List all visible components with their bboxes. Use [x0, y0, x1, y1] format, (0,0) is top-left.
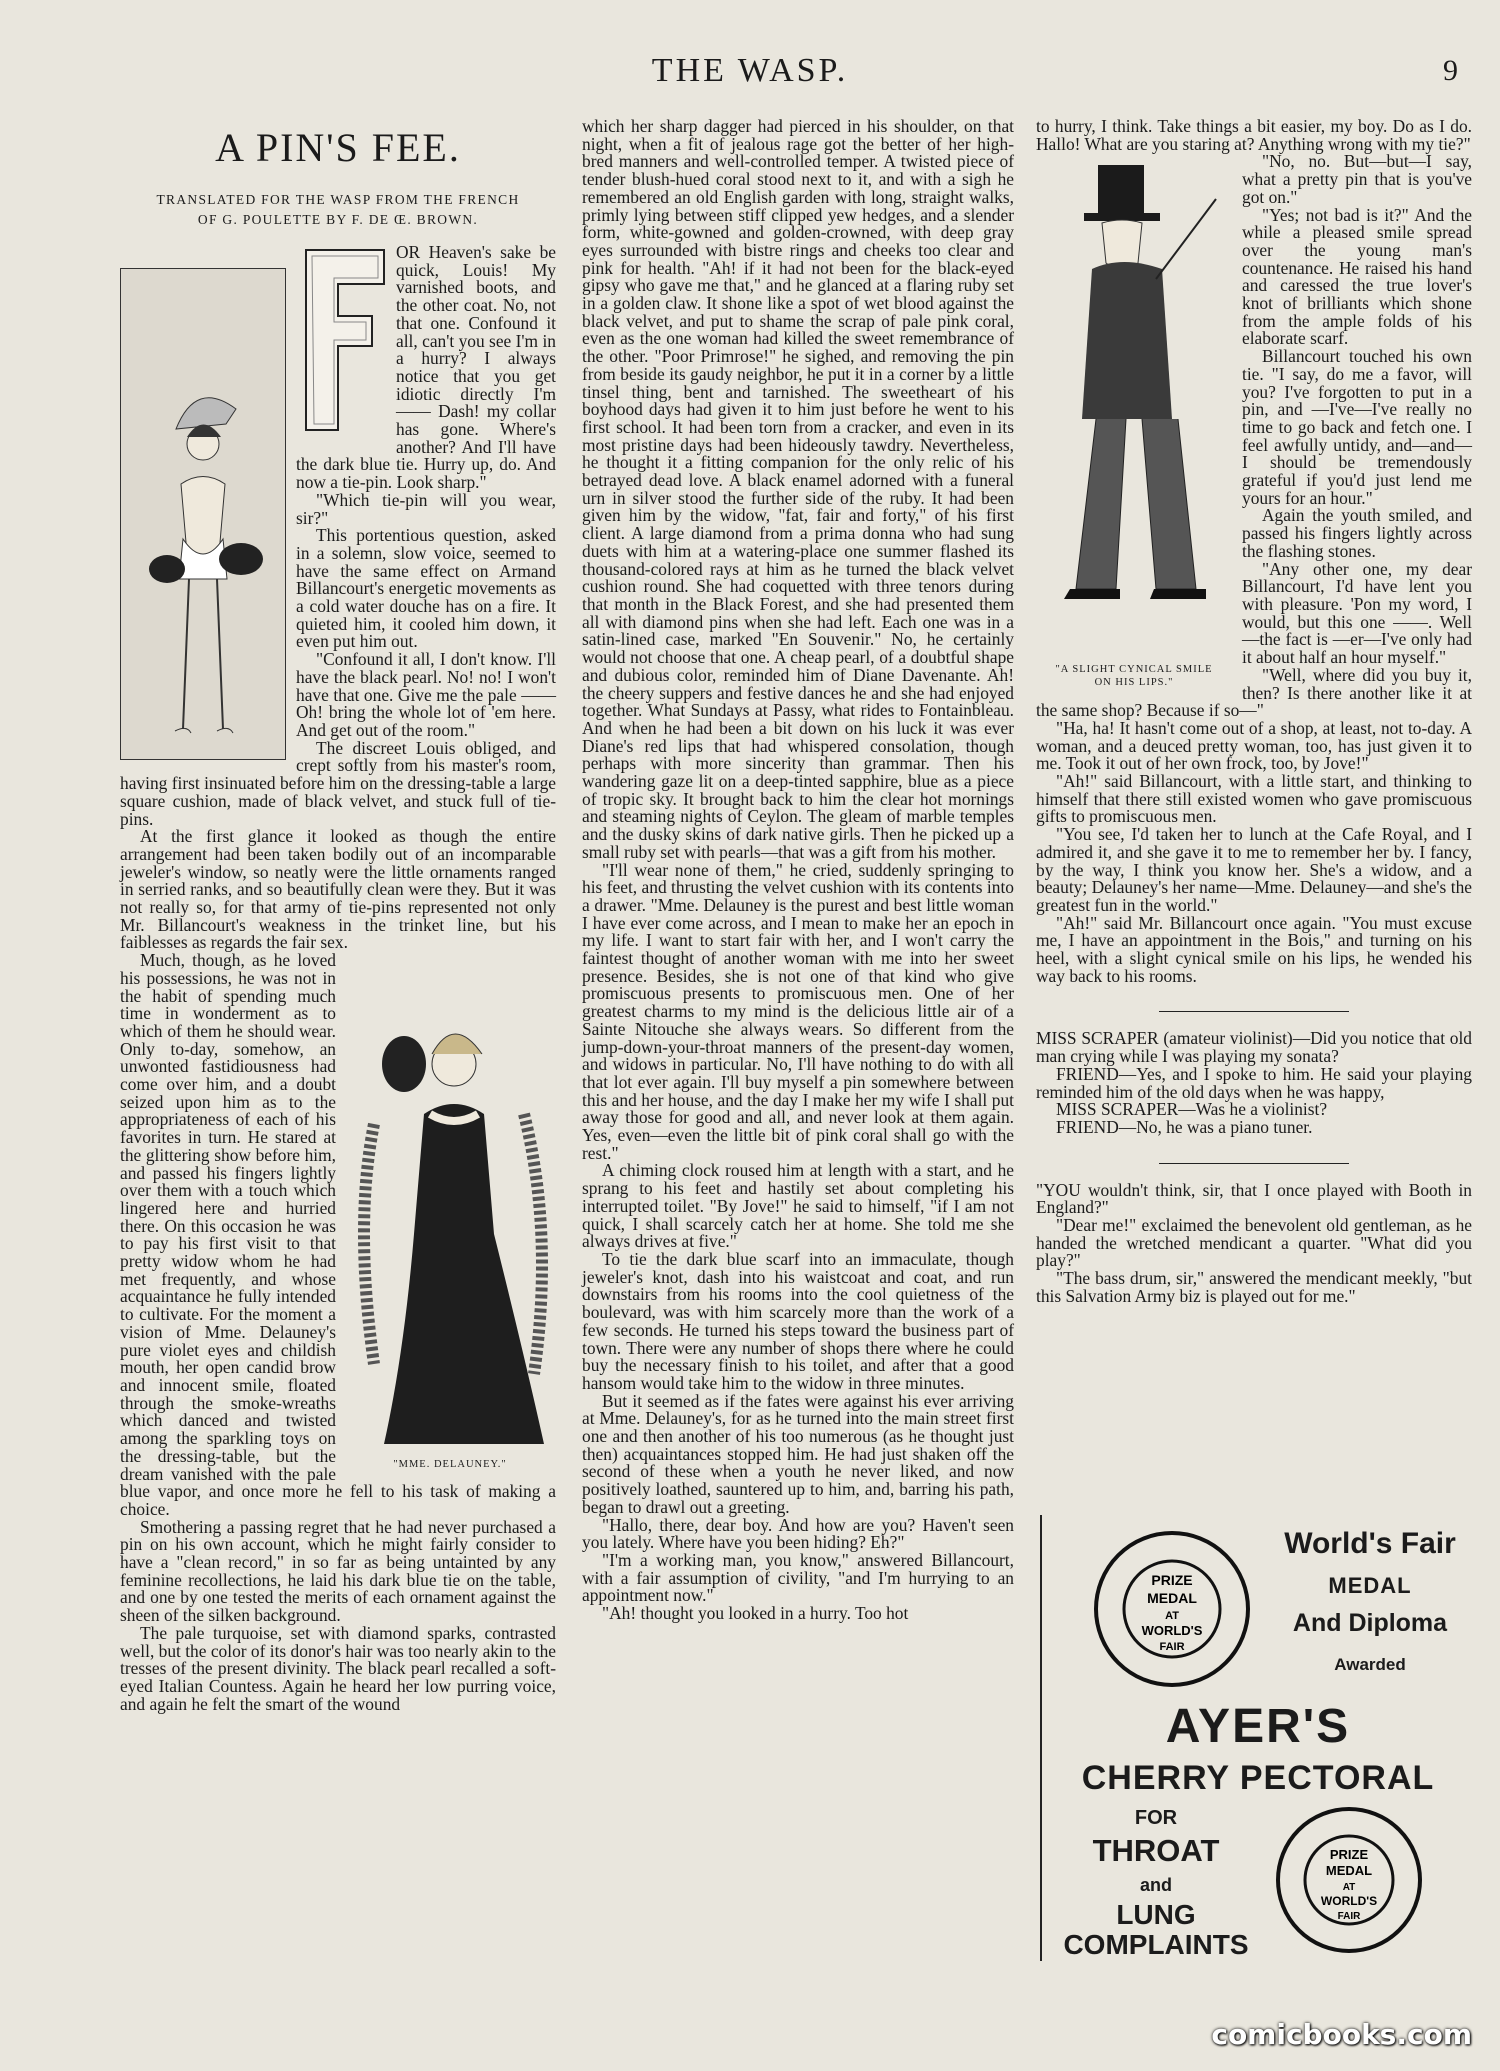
joke-bass-drum: [1036, 1179, 1472, 1306]
paragraph: which her sharp dagger had pierced in his shoulder, on that night, when a fit of jealous rage got the better of her high-bred manners and well-controlled temper. A twisted piece of tender blush-hued coral stood next to it, and with a sigh he remembered an old English garden with long, straight walks, primly lying between stiff clipped yew hedges, and a slender form, white-gowned and golden-crowned, with deep gray eyes surrounded with bistre rings and cheeks too clear and pink for health. "Ah! if it had not been for the black-eyed gipsy who gave me that," and he glanced at a flaring ruby set in a golden claw. It shone like a spot of wet blood against the black velvet, and put to shame the scrap of pale pink coral, even as the one woman had killed the sweet remembrance of the other. "Poor Primrose!" he sighed, and removing the pin from beside its gaudy neighbor, he put it in a corner by a little tinsel thing, bent and tarnished. The sweetheart of his boyhood days had given it to him just before he went to his first school. It had been torn from a cracker, and even in its most pristine days had been hideously tawdry. Nevertheless, he thought it a fitting companion for the only relic of his betrayed dead love. A black enamel adorned with a funeral urn in silver stood the further side of the ruby. It had been given him by the widow, "fat, fair and forty," of his first client. A large diamond from a prima donna who had sung duets with him at a watering-place one summer flashed its thousand-colored rays at him as he turned the black velvet cushion round. She had coquetted with three tenors during that month in the Black Forest, and she had presented them all with diamond pins when she had left. Each one was in a satin-lined case, marked "En Souvenir." No, he certainly would not choose that one. A cheap pearl, of a doubtful shape and dubious color, reminded him of Diane Davenante. Ah! the cheery suppers and festive dances he and she had enjoyed together. What Sundays at Passy, what rides to Fontainbleau. And when he had been a bit down on his luck it was ever Diane's red lips that had whispered consolation, though perhaps with more sincerity than grammar. Then his wandering gaze lit on a deep-tinted sapphire, blue as a piece of tropic sky. It brought back to him the clear hot mornings and steaming nights of Ceylon. The gleam of marble temples and the dusky skins of dark native girls. Then he picked up a small ruby set with pearls—that was a gift from his mother.: [582, 116, 1014, 862]
product-name: CHERRY PECTORAL: [1081, 1759, 1435, 1797]
joke-line: "YOU wouldn't think, sir, that I once played with Booth in England?": [1036, 1179, 1472, 1218]
joke-line: MISS SCRAPER (amateur violinist)—Did you notice that old man crying while I was playing my sonata?: [1036, 1028, 1472, 1067]
watermark: comicbooks.com: [1211, 2018, 1472, 2051]
paragraph: "Yes; not bad is it?" And the while a pleased smile spread over the young man's countenance. He raised his hand and caressed the true lover's knot of brilliants which shone from the ample folds of his elaborate scarf.: [1242, 204, 1472, 349]
paragraph: "Well, where did you buy it, then? Is there another like it at the same shop? Because if so—": [1036, 664, 1472, 721]
paragraph: To tie the dark blue scarf into an immaculate, though jeweler's knot, dash into his waistcoat and coat, and run downstairs from his rooms into the cool quietness of the boulevard, was with him scarcely more than the work of a few seconds. He turned his steps toward the business part of town. There were any number of shops there where he could buy the necessary finish to his toilet, and after that a good hansom would take him to the widow in three minutes.: [582, 1249, 1014, 1393]
drop-cap: [296, 244, 388, 440]
magazine-header: THE WASP.: [651, 52, 849, 89]
article-credit: TRANSLATED FOR THE WASP FROM THE FRENCH OF G. POULETTE BY F. DE Œ. BROWN.: [156, 192, 520, 227]
brand-name: AYER'S: [1165, 1700, 1351, 1753]
prize-medal-seal-icon: [1274, 1805, 1424, 1955]
paragraph: "Ah!" said Mr. Billancourt once again. "You must excuse me, I have an appointment in the Bois," and turning on his heel, with a slight cynical smile on his lips, he wended his way back to his rooms.: [1036, 912, 1472, 986]
svg-text:PRIZE: PRIZE: [1329, 1847, 1369, 1862]
and-diploma-text: And Diploma: [1292, 1609, 1448, 1637]
paragraph: A chiming clock roused him at length with a start, and he sprang to his feet and hastily set about completing his interrupted toilet. "By Jove!" he said to himself, "if I am not quick, I shall scarcely catch her at home. She told me she always drives at five.": [582, 1160, 1014, 1252]
awarded-text: Awarded: [1334, 1655, 1406, 1674]
article-column-3: [1036, 118, 1472, 1306]
and-text: and: [1139, 1875, 1172, 1895]
paragraph: "You see, I'd taken her to lunch at the Cafe Royal, and I admired it, and she gave it to me to remember her by. I fancy, by the way, I think you know her. She's a widow, and a beauty; Delauney's her name—Mme. Delauney—and she's the greatest fun in the world.": [1036, 824, 1472, 915]
article-title: A PIN'S FEE.: [215, 125, 461, 170]
widow-illustration: [344, 1014, 556, 1472]
svg-text:AT: AT: [1342, 1882, 1356, 1893]
paragraph: OR Heaven's sake be quick, Louis! My varnished boots, and the other coat. No, not that one. Confound it all, can't you see I'm in a hurry? I always notice that you get idiotic directly I'm —— Dash! my collar has gone. Where's another? And I'll have the dark blue tie. Hurry up, do. And now a tie-pin. Look sharp.": [296, 242, 556, 493]
prize-medal-seal-icon: [1092, 1529, 1252, 1689]
complaints-text: COMPLAINTS: [1063, 1929, 1249, 1960]
paragraph: "Which tie-pin will you wear, sir?": [296, 489, 556, 528]
gentleman-illustration: [1036, 159, 1232, 689]
joke-line: "Dear me!" exclaimed the benevolent old gentleman, as he handed the wretched mendicant a quarter. "What did you play?": [1036, 1215, 1472, 1271]
divider: [1159, 1163, 1349, 1164]
worlds-fair-text: World's Fair: [1284, 1527, 1456, 1560]
paragraph: "Confound it all, I don't know. I'll have the black pearl. No! no! I won't have that one. Give me the pale —— Oh! bring the whole lot of 'em here. And get out of the room.": [296, 649, 556, 740]
paragraph: At the first glance it looked as though the entire arrangement had been taken bodily out of an incomparable jeweler's window, so neatly were the little ornaments ranged in serried ranks, and so beautifully clean were they. But it was not really so, for that army of tie-pins represented not only Mr. Billancourt's weakness in the trinket line, but his faiblesses as regards the fair sex.: [120, 826, 556, 953]
paragraph: to hurry, I think. Take things a bit easier, my boy. Do as I do. Hallo! What are you staring at? Anything wrong with my tie?": [1036, 116, 1472, 154]
paragraph: "I'm a working man, you know," answered Billancourt, with a fair assumption of civility, "and I'm hurrying to an appointment now.": [582, 1549, 1014, 1606]
medal-text: MEDAL: [1328, 1573, 1412, 1598]
for-text: FOR: [1134, 1807, 1178, 1829]
paragraph: "Any other one, my dear Billancourt, I'd have lent you with pleasure. 'Pon my word, I would, but this one ——. Well—the fact is —er—I've only had it about half an hour myself.": [1242, 558, 1472, 668]
figure-caption: "A SLIGHT CYNICAL SMILE ON HIS LIPS.": [1055, 664, 1213, 689]
paragraph: "I'll wear none of them," he cried, suddenly springing to his feet, and thrusting the velvet cushion with its contents into a drawer. "Mme. Delauney is the purest and best little woman I have ever come across, and I mean to make her an epoch in my life. I want to start fair with her, and I won't carry the faintest thought of another woman with me into her sweet presence. Besides, she is not one of that kind who give promiscuous presents to promiscuous men. One of her greatest charms to my mind is the delicious little air of a Sainte Nitouche she always wears. So different from the jump-down-your-throat manners of the present-day women, and widows in particular. No, I'll have nothing to do with all that lot ever again. I'll buy myself a pin somewhere between this and her house, and the day I make her my wife I shall put away those for good and all, and never look at them again. Yes, even—even the little bit of pink coral shall go with the rest.": [582, 859, 1014, 1163]
joke-violinist: [1036, 1030, 1472, 1136]
paragraph: The pale turquoise, set with diamond sparks, contrasted well, but the color of its donor's hair was too nearly akin to the tresses of the present divinity. The black pearl recalled a soft-eyed Italian Countess. Again he heard her low purring voice, and again he felt the smart of the wound: [120, 1622, 556, 1714]
ayers-cherry-pectoral-ad: [1040, 1515, 1474, 1961]
joke-line: FRIEND—No, he was a piano tuner.: [1056, 1116, 1313, 1137]
dancer-illustration: [120, 268, 286, 760]
throat-text: THROAT: [1092, 1833, 1220, 1868]
paragraph: "Ah!" said Billancourt, with a little start, and thinking to himself that there still existed women who gave promiscuous gifts to promiscuous men.: [1036, 771, 1472, 827]
joke-line: FRIEND—Yes, and I spoke to him. He said your playing reminded him of the old days when he was happy,: [1036, 1063, 1472, 1102]
joke-line: MISS SCRAPER—Was he a violinist?: [1056, 1099, 1328, 1120]
paragraph: This portentious question, asked in a solemn, slow voice, seemed to have the same effect on Armand Billancourt's energetic movements as a cold water douche has on a fire. It quieted him, it cooled him down, it even put him out.: [296, 525, 556, 652]
paragraph: Much, though, as he loved his possessions, he was not in the habit of spending much time in wonderment as to which of them he should wear. Only to-day, somehow, an unwonted fastidiousness had come over him, and a doubt seized upon him as to the appropriateness of each of his favorites in turn. He stared at the glittering show before him, and passed his fingers lightly over them with a touch which lingered here and hurried there. On this occasion he was to pay his first visit to that pretty widow whom he had met frequently, and whose acquaintance he fully intended to cultivate. For the moment a vision of Mme. Delauney's pure violet eyes and childish mouth, her open candid brow and innocent smile, floated through the smoke-wreaths which danced and twisted among the sparkling toys on the dressing-table, but the dream vanished with the pale blue vapor, and once more he fell to his task of making a choice.: [120, 950, 556, 1519]
svg-text:MEDAL: MEDAL: [1325, 1863, 1373, 1878]
figure-caption: "MME. DELAUNEY.": [393, 1458, 507, 1470]
article-column-2: [582, 118, 1014, 1623]
svg-text:FAIR: FAIR: [1337, 1911, 1361, 1922]
paragraph: "Ha, ha! It hasn't come out of a shop, at least, not to-day. A woman, and a deuced pretty woman, too, has just given it to me. Took it out of her own frock, too, by Jove!": [1036, 717, 1472, 774]
paragraph: The discreet Louis obliged, and crept softly from his master's room, having first insinuated before him on the dressing-table a large square cushion, made of black velvet, and stuck full of tie-pins.: [120, 737, 556, 829]
paragraph: But it seemed as if the fates were against his ever arriving at Mme. Delauney's, for as he turned into the main street first one and then another of his too numerous (as he thought just then) acquaintances stopped him. He had just shaken off the second of these when a youth he never liked, and now positively loathed, sauntered up to him, and, barring his path, began to drawl out a greeting.: [582, 1390, 1014, 1517]
article-column-1: [120, 118, 556, 1713]
paragraph: "No, no. But—but—I say, what a pretty pin that is you've got on.": [1242, 151, 1472, 207]
paragraph: Smothering a passing regret that he had never purchased a pin on his own account, which he might fairly consider to have a "clean record," in so far as being untainted by any feminine recollections, he laid his dark blue tie on the table, and one by one tested the merits of each ornament against the sheen of the silken background.: [120, 1516, 556, 1626]
paragraph: Billancourt touched his own tie. "I say, do me a favor, will you? I've forgotten to put in a pin, and —I've—I've really no time to go back and fetch one. I feel awfully untidy, and—and—I should be tremendously grateful if you'd just lend me yours for an hour.": [1242, 346, 1472, 508]
svg-text:MEDAL: MEDAL: [1147, 1590, 1197, 1606]
paragraph: "Ah! thought you looked in a hurry. Too hot: [602, 1603, 909, 1624]
paragraph: Again the youth smiled, and passed his fingers lightly across the flashing stones.: [1242, 505, 1472, 561]
divider: [1159, 1011, 1349, 1012]
paragraph: "Hallo, there, dear boy. And how are you? Haven't seen you lately. Where have you been hiding? Eh?": [582, 1514, 1014, 1553]
svg-text:PRIZE: PRIZE: [1151, 1572, 1193, 1588]
page-number: 9: [1443, 54, 1458, 87]
svg-text:WORLD'S: WORLD'S: [1141, 1623, 1203, 1638]
svg-text:WORLD'S: WORLD'S: [1320, 1894, 1378, 1908]
joke-line: "The bass drum, sir," answered the mendicant meekly, "but this Salvation Army biz is played out for me.": [1036, 1268, 1472, 1306]
lung-text: LUNG: [1116, 1899, 1196, 1930]
svg-text:AT: AT: [1165, 1610, 1179, 1622]
svg-text:FAIR: FAIR: [1159, 1641, 1185, 1653]
